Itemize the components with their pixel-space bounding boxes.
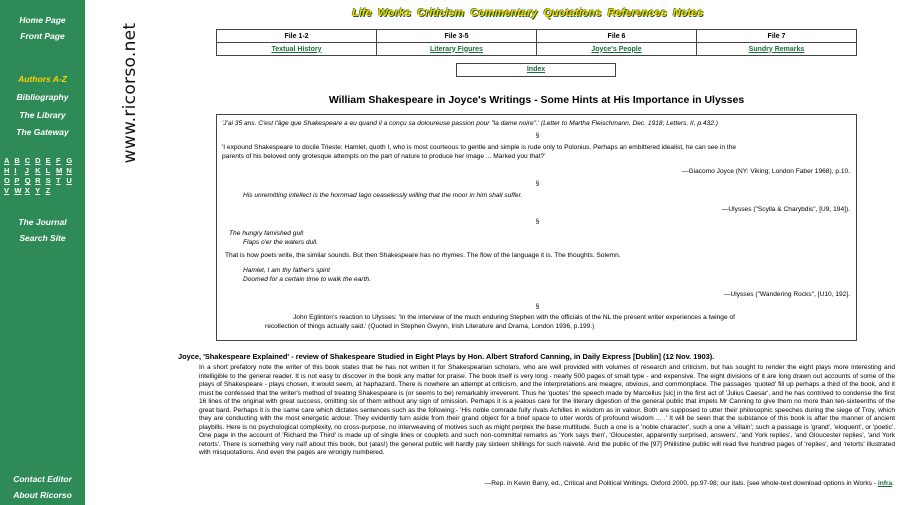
site-watermark: [112, 18, 148, 168]
section-mark: §: [535, 180, 540, 187]
nav-bibliography[interactable]: Bibliography: [16, 92, 69, 102]
letter-link[interactable]: O: [4, 176, 10, 185]
quote-wandering-source: —Ulysses ("Wandering Rocks", [U10, 192].: [723, 291, 850, 298]
nav-criticism[interactable]: Criticism: [416, 7, 465, 19]
section-mark: §: [535, 132, 540, 139]
letter-link[interactable]: Y: [35, 186, 41, 195]
quote-giacomo-source: —Giacomo Joyce (NY: Viking; London Faber 1968), p.10.: [681, 168, 850, 175]
files-header-row: [217, 30, 857, 43]
letter-link[interactable]: I: [14, 166, 17, 175]
letter-link[interactable]: P: [14, 176, 20, 185]
letters-row: [4, 156, 84, 166]
file-cell: [697, 43, 857, 56]
link-textual-history[interactable]: Textual History: [271, 45, 322, 53]
nav-works[interactable]: Works: [377, 7, 411, 19]
review-body: In a short prefatory note the writer of this book states that he has not written it for Shakespearian scholars, who are well provided with volumes of research and criticism, but has sought to render the eight plays more interesting and intelligible to the general reader. It is not easy to discover in the book any matter for praise. The book itself is very long - nearly 500 pages of small type - and expensive. The eight divisions of it are long drawn out accounts of some of the plays of Shakespeare - plays chosen, it would seem, at haphazard. There is nowhere an attempt at criticism, and the interpretations are meagre, obvious, and commonplace. The passages 'quoted' fill up perhaps a third of the book, and it must be confessed that the writer's method of treating Shakespeare is (or seems to be) remarkably irreverent. Thus he 'quotes' the speech made by Marcellus [sic] in the first act of 'Julius Caesar', and he has contrived to condense the first 16 lines of the original with great success, omitting six of them without any sign of omission. Perhaps it is a jealous care for the literary digestion of the general public that impels Mr Canning to give them no more than ten-sixteenths of the great bard. Perhaps it is the same care which dictates sentences such as the following:- 'His noble comrade fully rivals Achilles in wisdom as in valour. Both are supposed to utter their philosophic speeches during the siege of Troy, which they are conducting with the most energetic ardour. They evidently turn aside from their grand object for a brief space to utter words of profound wisdom ... .' It will be seen that the substance of this book is after the manner of ancient playbills. Here is no psychological complexity, no cross-purpose, no interweaving of motives such as might perplex the base multitude. Such a one is a 'noble character', such a one a 'villain'; such a passage is 'grand', 'eloquent', or 'poetic'. One page in the account of 'Richard the Third' is made up of single lines or couplets and such non-committal remarks as 'York says then', 'Gloucester, apparently surprised, answers', 'and York replies', 'and Gloucester replies', 'and York retorts'. There is something very naïf about this book, but (alas!) the general public will hardly pay sixteen shillings for such naiveté. And the public of the [97] Philistine public will read five hundred pages of 'replies', and 'retorts' illustrated with misquotations. And even the pages are wrongly numbered.: [199, 364, 895, 457]
link-literary-figures[interactable]: Literary Figures: [430, 45, 483, 53]
quote-giacomo-line2: parents of his beloved only grotesque attempts on the part of nature to produce her image ... Marked you that?': [222, 152, 546, 160]
nav-home-page[interactable]: Home Page: [19, 15, 66, 25]
file-cell: [537, 43, 697, 56]
quote-giacomo-line1: 'I expound Shakespeare to docile Trieste: Hamlet, quoth I, who is most courteous to gentle and simple is rude only to Polonius. Perhaps an embittered idealist, he can see in the: [222, 144, 737, 151]
nav-library[interactable]: The Library: [19, 110, 66, 120]
quote-letter: 'J'ai 35 ans. C'est l'âge que Shakespeare a eu quand il a conçu sa doloureuse passion pour "la dame noire".' (Letter to Martha Fleischmann, Dec. 1918; Letters, II, p.432.): [222, 120, 718, 127]
link-joyces-people[interactable]: Joyce's People: [591, 45, 642, 53]
quote-poets: That is how poets write, the similar sounds. But then Shakespeare has no rhymes. The flow of the language it is. The thoughts. Solemn.: [225, 252, 621, 259]
letters-row: [4, 176, 84, 186]
letter-link[interactable]: Q: [24, 176, 31, 185]
letter-link[interactable]: G: [66, 156, 73, 165]
letter-link[interactable]: N: [66, 166, 72, 175]
infra-link[interactable]: infra: [877, 480, 893, 487]
nav-journal[interactable]: The Journal: [18, 217, 67, 227]
nav-search-site[interactable]: Search Site: [19, 233, 66, 243]
section-mark: §: [535, 303, 540, 310]
index-box: [456, 63, 616, 77]
nav-authors-a-z[interactable]: Authors A-Z: [18, 74, 67, 84]
letter-link[interactable]: S: [45, 176, 51, 185]
quote-gull-line2: Flaps o'er the waters dull.: [243, 238, 318, 246]
quote-iago-source: —Ulysses ("Scylla & Charybdis", [U9, 194]).: [721, 206, 850, 213]
letters-row: [4, 186, 84, 196]
quote-eglinton-line1: John Eglinton's reaction to Ulysses: 'In the interview of the much enduring Stephen with the officials of the NL the present writer experiences a twinge of: [293, 314, 735, 321]
file-header: File 7: [697, 30, 857, 43]
nav-notes[interactable]: Notes: [672, 7, 704, 19]
link-sundry-remarks[interactable]: Sundry Remarks: [748, 45, 805, 53]
letter-link[interactable]: B: [14, 156, 20, 165]
file-header: File 6: [537, 30, 697, 43]
letter-link[interactable]: Z: [45, 186, 51, 195]
nav-about-ricorso[interactable]: About Ricorso: [13, 490, 72, 500]
quotations-box: [216, 114, 857, 341]
review-heading: Joyce, 'Shakespeare Explained' - review of Shakespeare Studied in Eight Plays by Hon. Albert Straford Canning, in Daily Express [Dublin] (12 Nov. 1903).: [178, 352, 715, 361]
quote-iago: His unremitting intellect is the hornmad Iago ceaselessly willing that the moor in him shall suffer.: [243, 192, 523, 199]
letter-link[interactable]: A: [4, 156, 10, 165]
letter-link[interactable]: U: [66, 176, 72, 185]
letter-link[interactable]: T: [55, 176, 61, 185]
alphabet-index: [4, 156, 84, 196]
file-cell: [217, 43, 377, 56]
letter-link[interactable]: H: [4, 166, 10, 175]
letter-link[interactable]: F: [55, 156, 61, 165]
letter-link[interactable]: C: [24, 156, 31, 165]
letter-link[interactable]: X: [24, 186, 30, 195]
quote-eglinton-line2: recollection of things actually said.' (Quoted in Stephen Gwynn, Irish Literature and Drama, London 1936, p.199.): [265, 322, 595, 330]
sidebar: [0, 0, 85, 505]
letter-link[interactable]: V: [4, 186, 10, 195]
nav-references[interactable]: References: [607, 7, 667, 19]
quote-gull-line1: The hungry famished gull: [229, 230, 304, 237]
nav-quotations[interactable]: Quotations: [543, 7, 602, 19]
letter-link[interactable]: W: [14, 186, 22, 195]
letter-link[interactable]: K: [35, 166, 41, 175]
files-table: [216, 29, 857, 56]
letter-link[interactable]: M: [55, 166, 63, 175]
review-source-end: .: [892, 480, 894, 487]
quote-hamlet-line2: Doomed for a certain time to walk the earth.: [243, 275, 371, 283]
index-link[interactable]: Index: [526, 66, 546, 73]
files-link-row: [217, 43, 857, 56]
file-cell: [377, 43, 537, 56]
watermark-text: www.ricorso.net: [120, 22, 140, 164]
letter-link[interactable]: E: [45, 156, 51, 165]
letter-link[interactable]: J: [24, 166, 29, 175]
nav-commentary[interactable]: Commentary: [470, 7, 538, 19]
review-source: [485, 480, 894, 487]
review-source-text: —Rep. in Kevin Barry, ed., Critical and Political Writings, Oxford 2000, pp.97-98; our itals. [see whole-text download options in Works -: [484, 480, 877, 487]
letters-row: [4, 166, 84, 176]
letter-link[interactable]: D: [35, 156, 41, 165]
nav-front-page[interactable]: Front Page: [20, 31, 65, 41]
nav-contact-editor[interactable]: Contact Editor: [13, 474, 72, 484]
file-header: File 3-5: [377, 30, 537, 43]
nav-life[interactable]: Life: [352, 7, 372, 19]
quote-hamlet-line1: Hamlet, I am thy father's spirit: [243, 267, 331, 274]
nav-gateway[interactable]: The Gateway: [16, 127, 69, 137]
page-title: William Shakespeare in Joyce's Writings - Some Hints at His Importance in Ulysses: [328, 94, 745, 106]
section-nav: [352, 7, 732, 19]
section-mark: §: [535, 218, 540, 225]
file-header: File 1-2: [217, 30, 377, 43]
letter-link[interactable]: L: [45, 166, 51, 175]
letter-link[interactable]: R: [35, 176, 41, 185]
